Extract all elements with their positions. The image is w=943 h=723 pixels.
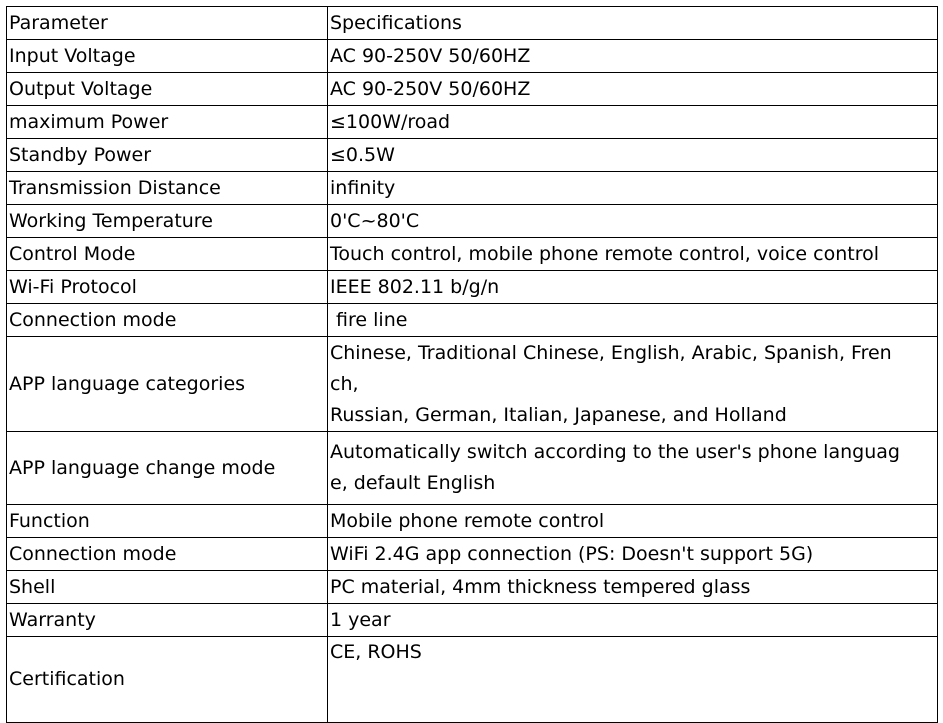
value-cell: AC 90-250V 50/60HZ <box>328 40 938 73</box>
table-row <box>7 538 938 571</box>
table-row <box>7 571 938 604</box>
table-row <box>7 172 938 205</box>
parameter-cell: APP language categories <box>7 337 328 432</box>
value-cell: Mobile phone remote control <box>328 505 938 538</box>
parameter-cell: Connection mode <box>7 304 328 337</box>
parameter-cell: Output Voltage <box>7 73 328 106</box>
parameter-cell: maximum Power <box>7 106 328 139</box>
value-cell: ≤100W/road <box>328 106 938 139</box>
value-cell: CE, ROHS <box>328 637 938 723</box>
table-header-row <box>7 7 938 40</box>
parameter-cell: APP language change mode <box>7 432 328 505</box>
header-parameter: Parameter <box>7 7 328 40</box>
header-specifications: Specifications <box>328 7 938 40</box>
parameter-cell: Standby Power <box>7 139 328 172</box>
parameter-cell: Control Mode <box>7 238 328 271</box>
value-cell: WiFi 2.4G app connection (PS: Doesn't support 5G) <box>328 538 938 571</box>
table-row <box>7 205 938 238</box>
table-row <box>7 337 938 432</box>
table-row <box>7 106 938 139</box>
parameter-cell: Certification <box>7 637 328 723</box>
value-cell: 1 year <box>328 604 938 637</box>
value-cell: Chinese, Traditional Chinese, English, Arabic, Spanish, Fren ch, Russian, German, Italian, Japanese, and Holland <box>328 337 938 432</box>
parameter-cell: Input Voltage <box>7 40 328 73</box>
value-cell: infinity <box>328 172 938 205</box>
value-cell: PC material, 4mm thickness tempered glass <box>328 571 938 604</box>
value-cell: IEEE 802.11 b/g/n <box>328 271 938 304</box>
parameter-cell: Function <box>7 505 328 538</box>
value-cell: ≤0.5W <box>328 139 938 172</box>
table-row <box>7 304 938 337</box>
parameter-cell: Shell <box>7 571 328 604</box>
table-row <box>7 604 938 637</box>
value-cell: AC 90-250V 50/60HZ <box>328 73 938 106</box>
parameter-cell: Connection mode <box>7 538 328 571</box>
table-row <box>7 637 938 723</box>
table-row <box>7 505 938 538</box>
table-row <box>7 432 938 505</box>
table-row <box>7 73 938 106</box>
value-cell: Touch control, mobile phone remote control, voice control <box>328 238 938 271</box>
value-cell: fire line <box>328 304 938 337</box>
table-row <box>7 238 938 271</box>
value-cell: Automatically switch according to the user's phone languag e, default English <box>328 432 938 505</box>
value-cell: 0'C~80'C <box>328 205 938 238</box>
table-row <box>7 139 938 172</box>
parameter-cell: Warranty <box>7 604 328 637</box>
parameter-cell: Wi-Fi Protocol <box>7 271 328 304</box>
table-row <box>7 271 938 304</box>
specifications-table <box>6 6 938 723</box>
parameter-cell: Transmission Distance <box>7 172 328 205</box>
table-row <box>7 40 938 73</box>
parameter-cell: Working Temperature <box>7 205 328 238</box>
